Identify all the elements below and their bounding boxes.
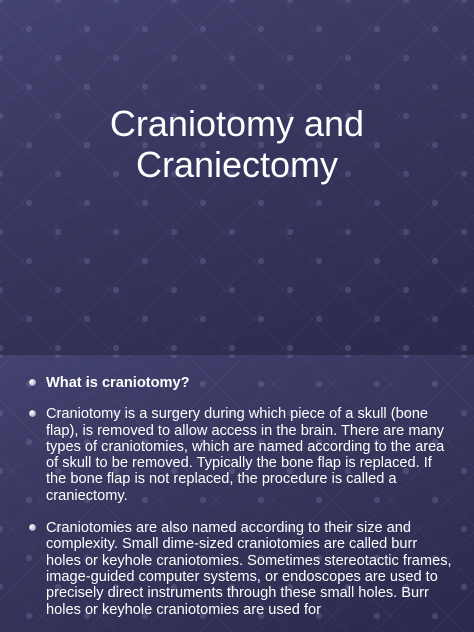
pattern-dot (432, 84, 438, 90)
pattern-dot (461, 287, 467, 293)
pattern-dot (345, 55, 351, 61)
pattern-dot (142, 200, 148, 206)
pattern-dot (345, 345, 351, 351)
pattern-dot (113, 0, 119, 3)
pattern-dot (171, 287, 177, 293)
pattern-dot (55, 0, 61, 3)
bullet-list (26, 375, 456, 632)
pattern-dot (142, 258, 148, 264)
pattern-dot (403, 345, 409, 351)
pattern-dot (432, 200, 438, 206)
pattern-dot (0, 468, 3, 474)
pattern-dot (287, 287, 293, 293)
pattern-dot (461, 345, 467, 351)
bullet-item (26, 375, 456, 391)
pattern-dot (287, 0, 293, 3)
slide-title-line1: Craniotomy and (109, 103, 365, 144)
pattern-dot (403, 0, 409, 3)
bullet-dot-icon (29, 524, 36, 531)
pattern-dot (345, 355, 351, 358)
pattern-dot (200, 258, 206, 264)
pattern-dot (55, 345, 61, 351)
pattern-dot (0, 584, 3, 590)
pattern-dot (55, 55, 61, 61)
pattern-dot (258, 316, 264, 322)
pattern-dot (316, 316, 322, 322)
pattern-dot (403, 355, 409, 358)
pattern-dot (461, 410, 467, 416)
pattern-dot (171, 345, 177, 351)
slide-title-line2: Craniectomy (135, 144, 339, 185)
pattern-dot (432, 258, 438, 264)
pattern-dot (113, 287, 119, 293)
pattern-dot (287, 55, 293, 61)
pattern-dot (0, 355, 3, 358)
pattern-dot (0, 526, 3, 532)
pattern-dot (461, 229, 467, 235)
slide-title (0, 103, 474, 185)
content-slide (0, 355, 474, 632)
pattern-dot (0, 229, 3, 235)
pattern-dot (432, 26, 438, 32)
pattern-dot (142, 26, 148, 32)
pattern-dot (287, 355, 293, 358)
pattern-dot (84, 258, 90, 264)
pattern-dot (0, 287, 3, 293)
pattern-dot (374, 26, 380, 32)
pattern-dot (345, 287, 351, 293)
pattern-dot (461, 584, 467, 590)
pattern-dot (171, 55, 177, 61)
bullet-text: What is craniotomy? (46, 375, 190, 391)
pattern-dot (26, 84, 32, 90)
pattern-dot (171, 355, 177, 358)
pattern-dot (258, 258, 264, 264)
pattern-dot (403, 229, 409, 235)
pattern-dot (345, 229, 351, 235)
pattern-dot (142, 84, 148, 90)
pattern-dot (461, 355, 467, 358)
pattern-dot (55, 229, 61, 235)
pattern-dot (258, 84, 264, 90)
pattern-dot (461, 468, 467, 474)
pattern-dot (374, 316, 380, 322)
pattern-dot (26, 316, 32, 322)
pattern-dot (287, 345, 293, 351)
pattern-dot (113, 229, 119, 235)
pattern-dot (26, 26, 32, 32)
pattern-dot (84, 316, 90, 322)
pattern-dot (461, 526, 467, 532)
pattern-dot (171, 0, 177, 3)
pattern-dot (200, 84, 206, 90)
pattern-dot (0, 410, 3, 416)
pattern-dot (287, 229, 293, 235)
pattern-dot (0, 345, 3, 351)
pattern-dot (0, 0, 3, 3)
bullet-dot-icon (29, 410, 36, 417)
pattern-dot (26, 258, 32, 264)
pattern-dot (432, 316, 438, 322)
bullet-dot-icon (29, 379, 36, 386)
pattern-dot (113, 55, 119, 61)
pattern-dot (316, 258, 322, 264)
pattern-dot (200, 200, 206, 206)
pattern-dot (142, 316, 148, 322)
bullet-item (26, 520, 456, 618)
bullet-text: Craniotomy is a surgery during which piece of a skull (bone flap), is removed to allow access in the brain. There are many types of craniotomies, which are named according to the area of skull to be removed. Typically the bone flap is replaced. If the bone flap is not replaced, the procedure is called a craniectomy. (46, 406, 445, 504)
pattern-dot (55, 355, 61, 358)
pattern-dot (171, 229, 177, 235)
pattern-dot (316, 200, 322, 206)
pattern-dot (374, 84, 380, 90)
pattern-dot (461, 55, 467, 61)
pattern-dot (229, 355, 235, 358)
pattern-dot (0, 55, 3, 61)
pattern-dot (26, 200, 32, 206)
bullet-text: Craniotomies are also named according to their size and complexity. Small dime-sized craniotomies are called burr holes or keyhole craniotomies. Sometimes stereotactic frames, image-guided computer systems, or endoscopes are used to precisely direct instruments through these small holes. Burr holes or keyhole craniotomies are used for (46, 520, 452, 618)
pattern-dot (229, 345, 235, 351)
bullet-item (26, 406, 456, 504)
pattern-dot (316, 26, 322, 32)
pattern-dot (316, 84, 322, 90)
pattern-dot (229, 229, 235, 235)
pattern-dot (229, 55, 235, 61)
pattern-dot (113, 345, 119, 351)
pattern-dot (374, 258, 380, 264)
pattern-dot (84, 200, 90, 206)
pattern-dot (345, 0, 351, 3)
pattern-dot (113, 355, 119, 358)
pattern-dot (403, 287, 409, 293)
pattern-dot (258, 26, 264, 32)
pattern-dot (258, 200, 264, 206)
pattern-dot (229, 0, 235, 3)
pattern-dot (55, 287, 61, 293)
pattern-dot (403, 55, 409, 61)
pattern-dot (200, 26, 206, 32)
pattern-dot (200, 316, 206, 322)
pattern-dot (84, 84, 90, 90)
pattern-dot (374, 200, 380, 206)
pattern-dot (84, 26, 90, 32)
pattern-dot (461, 0, 467, 3)
pattern-dot (229, 287, 235, 293)
